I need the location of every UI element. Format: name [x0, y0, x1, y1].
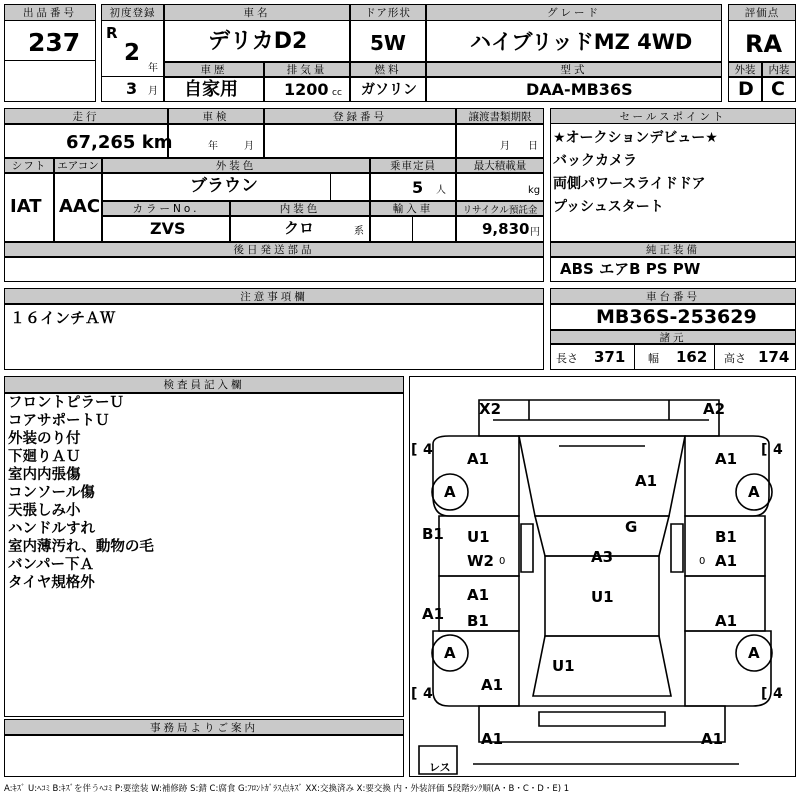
- mark-rr-bumper: A1: [701, 730, 724, 748]
- mark-fr-door-bottom: A1: [715, 552, 738, 570]
- mark-rl-door-bottom: B1: [467, 612, 489, 630]
- chassis-header: 車台番号: [550, 288, 796, 304]
- insp-year-unit: 年: [208, 141, 218, 152]
- chassis-no: MB36S-253629: [596, 306, 757, 328]
- spare-tire: レス: [429, 761, 451, 774]
- people-unit: 人: [436, 185, 446, 196]
- first-reg-header: 初度登録: [101, 4, 164, 21]
- reg-no-header: 登録番号: [264, 108, 456, 124]
- mark-fl-fender: A1: [467, 450, 490, 468]
- reg-no-box: [264, 124, 456, 158]
- fuel-header: 燃料: [350, 62, 426, 77]
- mark-l-sill: A1: [422, 605, 445, 623]
- recycle-header: リサイクル預託金: [456, 201, 544, 216]
- width: 162: [676, 348, 708, 366]
- notes-header: 注意事項欄: [4, 288, 544, 304]
- cc-unit: cc: [332, 88, 342, 98]
- car-name-header: 車名: [164, 4, 350, 21]
- office-notes-box: [4, 735, 404, 777]
- capacity-header: 乗車定員: [370, 158, 456, 173]
- sales-points-box: [550, 108, 796, 242]
- svg-text:[: [: [761, 686, 768, 702]
- length: 371: [594, 348, 626, 366]
- mark-roof: A3: [591, 548, 614, 566]
- transfer-day-unit: 日: [528, 141, 538, 152]
- inspector-note: コアサポートＵ: [8, 413, 110, 429]
- exterior-grade: D: [738, 78, 754, 100]
- grade: ハイブリッドMZ 4WD: [470, 30, 693, 54]
- inspector-note: ハンドルすれ: [8, 521, 95, 537]
- inspector-note: フロントピラーＵ: [8, 395, 124, 411]
- import-header: 輸入車: [370, 201, 456, 216]
- car-name: デリカD2: [208, 29, 308, 54]
- interior-color: クロ: [284, 219, 315, 237]
- mark-rr-door: A1: [715, 612, 738, 630]
- model-code: DAA-MB36S: [526, 80, 633, 99]
- genuine-equipment-header: 純正装備: [550, 242, 796, 257]
- sales-point-3: 両側パワースライドドア: [553, 176, 706, 192]
- mark-rear-hatch: U1: [552, 657, 575, 675]
- lot-no-header: 出品番号: [4, 4, 96, 21]
- capacity: 5: [412, 178, 424, 197]
- legend: A:ｷｽﾞ U:ﾍｺﾐ B:ｷｽﾞを伴うﾍｺﾐ P:要塗装 W:補修跡 S:錆 C:腐食 G:ﾌﾛﾝﾄｶﾞﾗｽ点ｷｽﾞ XX:交換済み X:要交換 内・外装評価 5段階ﾗﾝｸ順(A・B・C・D・E) 1: [4, 784, 570, 794]
- color-no: ZVS: [150, 219, 186, 238]
- kei-unit: 系: [354, 226, 364, 237]
- reg-month: 3: [126, 79, 138, 98]
- width-label: 幅: [648, 352, 659, 365]
- inspector-note: 外装のり付: [8, 431, 81, 447]
- mark-fl-door-top: U1: [467, 528, 490, 546]
- door-type: 5W: [370, 31, 406, 55]
- year-unit: 年: [148, 63, 158, 74]
- mark-fl-bumper: X2: [479, 400, 502, 418]
- inspector-note: 室内内張傷: [8, 467, 81, 483]
- mark-fr-tire: A: [748, 483, 760, 501]
- inspector-notes-header: 検査員記入欄: [4, 376, 404, 393]
- tread-fl: 4: [423, 442, 433, 458]
- genuine-equipment: ABS エアB PS PW: [560, 260, 701, 278]
- height-label: 高さ: [724, 352, 746, 365]
- svg-text:[: [: [411, 686, 418, 702]
- inspector-note: タイヤ規格外: [8, 575, 95, 591]
- sales-points-header: セールスポイント: [550, 108, 796, 124]
- color: ブラウン: [190, 176, 258, 196]
- tread-fr: 4: [773, 442, 783, 458]
- month-unit: 月: [148, 86, 158, 97]
- door-header: ドア形状: [350, 4, 426, 21]
- office-notes-header: 事務局よりご案内: [4, 719, 404, 735]
- score-header: 評価点: [728, 4, 796, 21]
- fuel: ガソリン: [361, 82, 417, 98]
- mark-windshield: G: [625, 518, 638, 536]
- mark-zero-left: 0: [499, 556, 506, 567]
- inspector-note: バンパー下Ａ: [8, 557, 94, 573]
- aircon-header: エアコン: [54, 158, 102, 173]
- inspection-header: 車検: [168, 108, 264, 124]
- later-parts-header: 後日発送部品: [4, 242, 544, 257]
- insp-month-unit: 月: [244, 141, 254, 152]
- mark-rl-bumper: A1: [481, 730, 504, 748]
- history: 自家用: [184, 79, 238, 100]
- length-label: 長さ: [556, 352, 578, 365]
- mark-hood: A1: [635, 472, 658, 490]
- interior-color-header: 内装色: [230, 201, 370, 216]
- tread-rl: 4: [423, 686, 433, 702]
- history-header: 車歴: [164, 62, 264, 77]
- mark-zero-right: 0: [699, 556, 706, 567]
- shift-header: シフト: [4, 158, 54, 173]
- sales-point-4: プッシュスタート: [553, 199, 664, 215]
- aircon: AAC: [59, 196, 101, 217]
- mark-fl-door-bottom: W2: [467, 552, 494, 570]
- mileage-header: 走行: [4, 108, 168, 124]
- specs-header: 諸元: [550, 330, 796, 344]
- exterior-header: 外装: [728, 62, 762, 77]
- mark-r-pillar: B1: [715, 528, 737, 546]
- mileage: 67,265 km: [66, 132, 173, 153]
- mark-rl-quarter: A1: [481, 676, 504, 694]
- car-damage-diagram: [409, 376, 796, 777]
- displacement-header: 排気量: [264, 62, 350, 77]
- transfer-header: 譲渡書類期限: [456, 108, 544, 124]
- transfer-month-unit: 月: [500, 141, 510, 152]
- mark-roof-rear: U1: [591, 588, 614, 606]
- interior-header: 内装: [762, 62, 796, 77]
- mark-l-pillar: B1: [422, 525, 444, 543]
- mark-rl-tire: A: [444, 644, 456, 662]
- color-header: 外装色: [102, 158, 370, 173]
- color-no-header: カラーNo.: [102, 201, 230, 216]
- recycle: 9,830: [482, 220, 530, 238]
- yen-unit: 円: [530, 227, 540, 238]
- reg-year: 2: [124, 40, 141, 66]
- lot-no: 237: [28, 28, 81, 57]
- shift: IAT: [10, 196, 42, 217]
- sales-point-1: ★オークションデビュー★: [553, 130, 718, 146]
- era: R: [106, 24, 118, 42]
- note-1: １６インチＡＷ: [10, 309, 116, 327]
- inspector-note: 室内薄汚れ、動物の毛: [8, 539, 154, 555]
- displacement: 1200: [284, 80, 329, 99]
- max-load-header: 最大積載量: [456, 158, 544, 173]
- inspector-note: 下廻りＡＵ: [8, 449, 81, 465]
- tread-rr: 4: [773, 686, 783, 702]
- grade-header: グレード: [426, 4, 722, 21]
- kg-unit: kg: [528, 185, 541, 196]
- interior-grade: C: [771, 78, 785, 100]
- svg-text:[: [: [411, 442, 418, 458]
- mark-fr-bumper: A2: [703, 400, 726, 418]
- mark-rl-door-top: A1: [467, 586, 490, 604]
- model-code-header: 型式: [426, 62, 722, 77]
- mark-fr-fender: A1: [715, 450, 738, 468]
- inspector-note: コンソール傷: [8, 485, 95, 501]
- sales-point-2: バックカメラ: [553, 153, 637, 169]
- inspector-note: 天張しみ小: [8, 503, 81, 519]
- score: RA: [745, 30, 783, 58]
- later-parts-box: [4, 257, 544, 282]
- mark-rr-tire: A: [748, 644, 760, 662]
- mark-fl-tire: A: [444, 483, 456, 501]
- svg-text:[: [: [761, 442, 768, 458]
- height: 174: [758, 348, 790, 366]
